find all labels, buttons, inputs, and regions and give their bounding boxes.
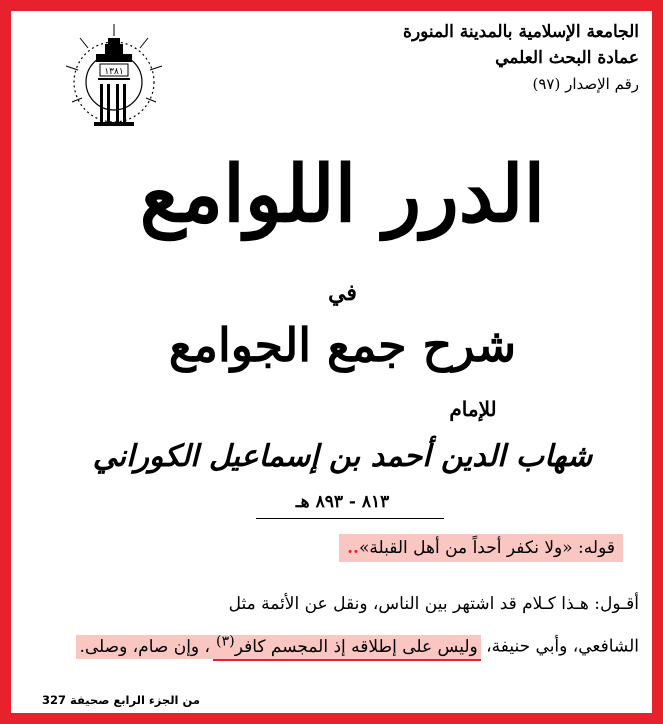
imam-label: للإمام bbox=[449, 397, 497, 421]
author-dates: ٨١٣ - ٨٩٣ هـ bbox=[295, 492, 390, 512]
line2-end: ، وإن صام، وصلى. bbox=[76, 635, 213, 659]
document-page bbox=[22, 22, 663, 724]
book-title: الدرر اللوامع bbox=[139, 149, 546, 240]
paragraph-line-2 bbox=[30, 628, 639, 660]
highlighted-quote bbox=[339, 534, 623, 562]
quote-text: قوله: «ولا نكفر أحداً من أهل القبلة» bbox=[358, 538, 615, 558]
header-university: الجامعة الإسلامية بالمدينة المنورة bbox=[403, 22, 639, 42]
header-issue-number: رقم الإصدار (٩٧) bbox=[532, 75, 639, 93]
footnote-marker: (٣) bbox=[216, 633, 235, 649]
page-caption: من الجزء الرابع صحيفة 327 bbox=[42, 693, 200, 707]
highlighted-sentence bbox=[213, 635, 481, 661]
paragraph-line-1: أقـول: هـذا كـلام قد اشتهر بين الناس، ونقل عن الأئمة مثل bbox=[228, 594, 639, 614]
line2-start: الشافعي، وأبي حنيفة، bbox=[486, 636, 639, 657]
emblem-year: ١٣٨١ bbox=[104, 67, 124, 77]
divider-line bbox=[256, 518, 444, 519]
quote-dots: .. bbox=[347, 538, 359, 558]
highlighted-text: وليس على إطلاقه إذ المجسم كافر bbox=[234, 636, 478, 657]
author-name: شهاب الدين أحمد بن إسماعيل الكوراني bbox=[92, 439, 593, 474]
university-emblem-icon bbox=[60, 22, 168, 128]
title-fi: في bbox=[328, 280, 357, 306]
book-subtitle: شرح جمع الجوامع bbox=[168, 318, 517, 372]
header-deanship: عمادة البحث العلمي bbox=[495, 48, 639, 68]
